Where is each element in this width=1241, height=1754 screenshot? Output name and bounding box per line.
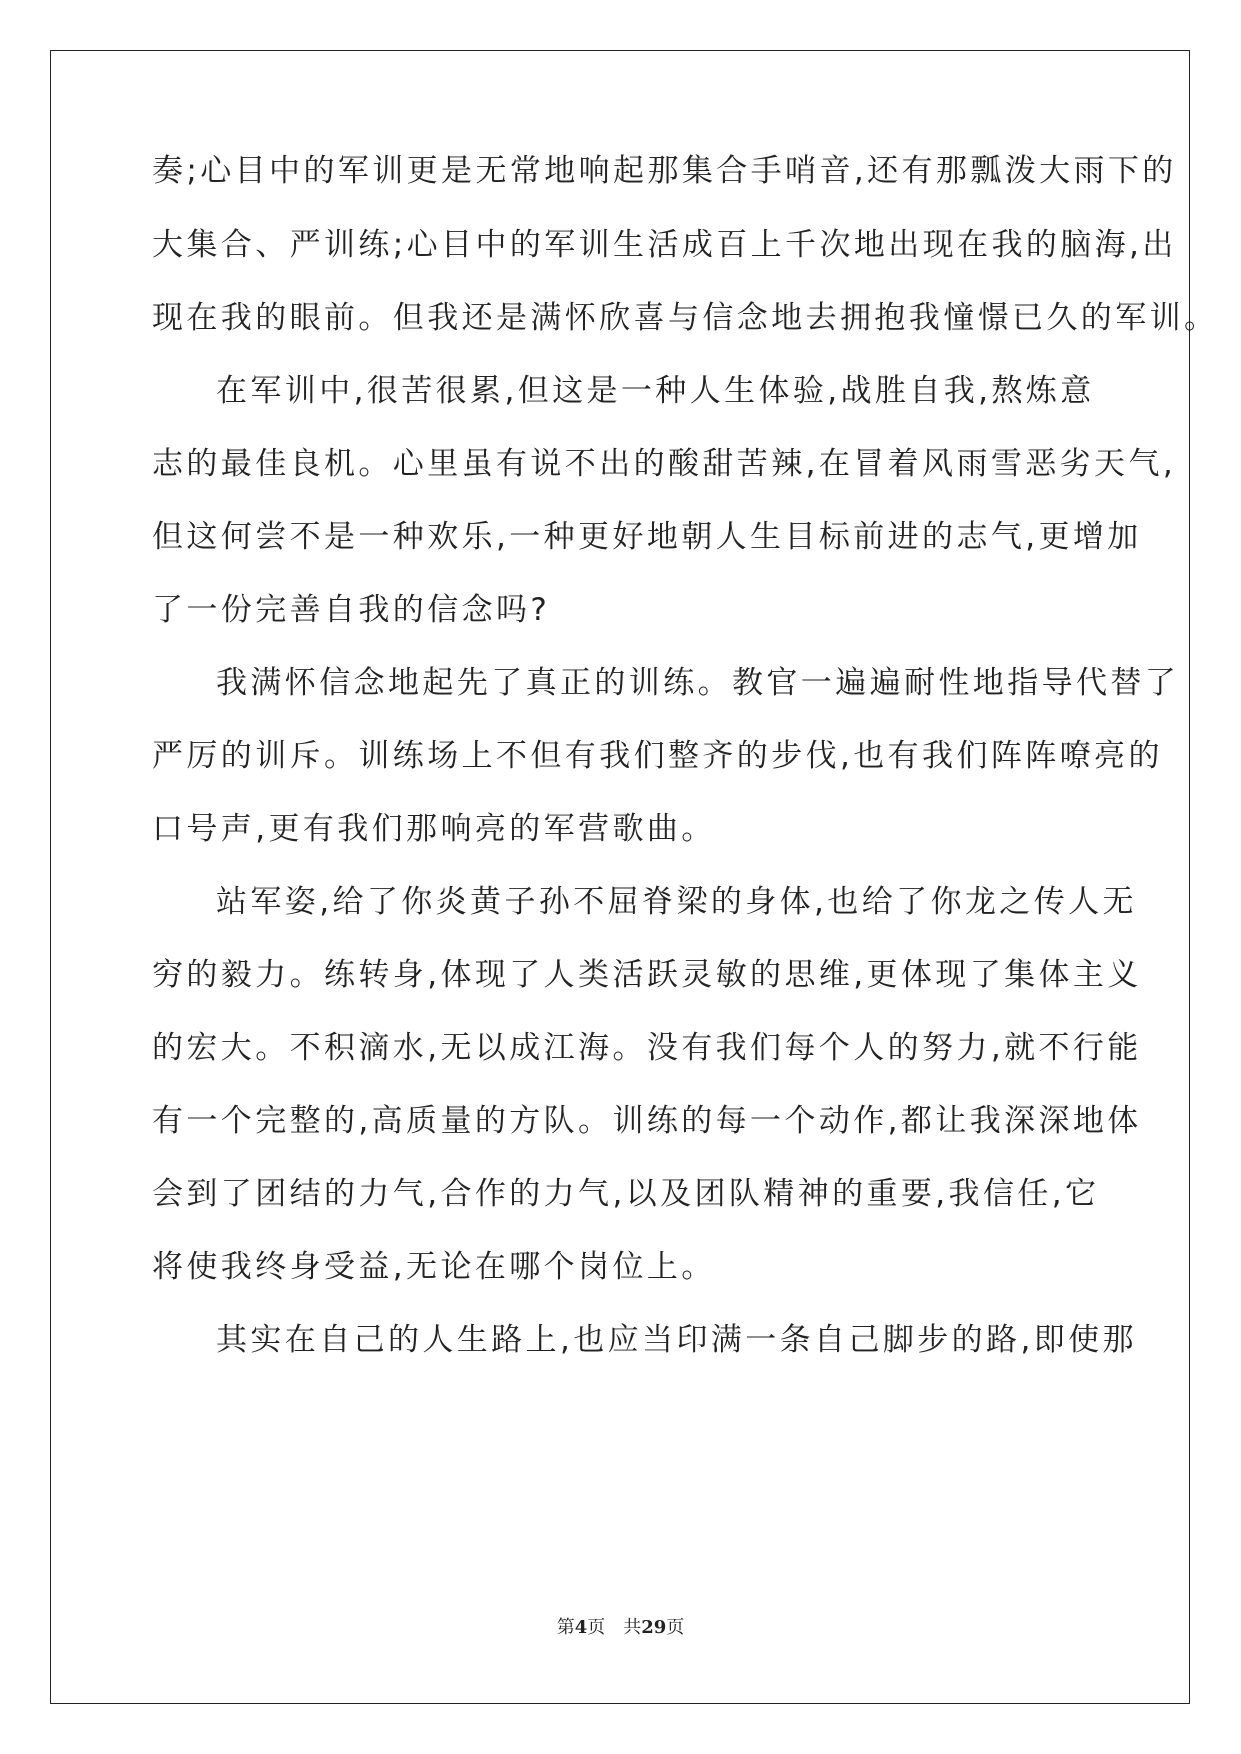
text-line: 现在我的眼前。但我还是满怀欣喜与信念地去拥抱我憧憬已久的军训。 bbox=[152, 300, 1219, 336]
paragraph-start: 站军姿,给了你炎黄子孙不屈脊梁的身体,也给了你龙之传人无 bbox=[216, 884, 1137, 920]
text-line: 严厉的训斥。训练场上不但有我们整齐的步伐,也有我们阵阵嘹亮的 bbox=[152, 738, 1163, 774]
paragraph-start: 在军训中,很苦很累,但这是一种人生体验,战胜自我,熬炼意 bbox=[216, 373, 1095, 409]
text-line: 口号声,更有我们那响亮的军营歌曲。 bbox=[152, 811, 716, 847]
total-prefix: 共 bbox=[623, 1617, 642, 1638]
page-prefix: 第 bbox=[556, 1617, 575, 1638]
text-line: 了一份完善自我的信念吗? bbox=[152, 592, 551, 628]
text-line: 会到了团结的力气,合作的力气,以及团队精神的重要,我信任,它 bbox=[152, 1176, 1100, 1212]
total-pages: 29 bbox=[641, 1617, 667, 1638]
text-line: 的宏大。不积滴水,无以成江海。没有我们每个人的努力,就不行能 bbox=[152, 1030, 1142, 1066]
text-line: 有一个完整的,高质量的方队。训练的每一个动作,都让我深深地体 bbox=[152, 1103, 1142, 1139]
text-line: 穷的毅力。练转身,体现了人类活跃灵敏的思维,更体现了集体主义 bbox=[152, 957, 1142, 993]
paragraph-start: 我满怀信念地起先了真正的训练。教官一遍遍耐性地指导代替了 bbox=[216, 665, 1180, 701]
text-line: 将使我终身受益,无论在哪个岗位上。 bbox=[152, 1249, 716, 1285]
page-suffix: 页 bbox=[587, 1617, 606, 1638]
paragraph-start: 其实在自己的人生路上,也应当印满一条自己脚步的路,即使那 bbox=[216, 1322, 1137, 1358]
text-line: 大集合、严训练;心目中的军训生活成百上千次地出现在我的脑海,出 bbox=[152, 227, 1177, 263]
page-footer bbox=[0, 1613, 1241, 1639]
text-line: 志的最佳良机。心里虽有说不出的酸甜苦辣,在冒着风雨雪恶劣天气, bbox=[152, 446, 1177, 482]
text-line: 但这何尝不是一种欢乐,一种更好地朝人生目标前进的志气,更增加 bbox=[152, 519, 1142, 555]
total-suffix: 页 bbox=[666, 1617, 685, 1638]
page-number: 4 bbox=[574, 1617, 588, 1638]
text-line: 奏;心目中的军训更是无常地响起那集合手哨音,还有那瓢泼大雨下的 bbox=[152, 153, 1177, 189]
